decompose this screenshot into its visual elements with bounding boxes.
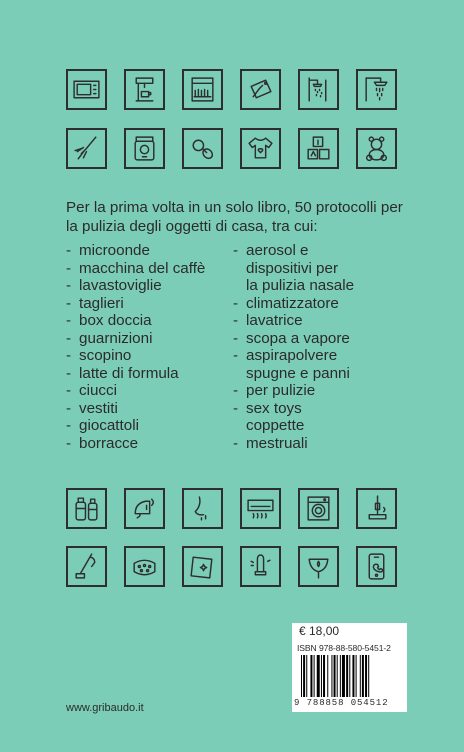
barcode-bar: [340, 655, 341, 697]
list-item-label: taglieri: [79, 294, 124, 312]
list-item: [66, 260, 205, 278]
list-dash: [233, 277, 246, 295]
list-item-label: ciucci: [79, 382, 117, 399]
barcode-bar: [368, 655, 369, 697]
list-dash: -: [66, 294, 72, 312]
list-item-label: macchina del caffè: [79, 259, 206, 277]
baby-formula-icon: [124, 128, 165, 169]
teddy-bear-icon: [356, 128, 397, 169]
cutting-board-icon: [240, 69, 281, 110]
list-item: [66, 435, 205, 453]
barcode-bar: [352, 655, 354, 697]
ean-number: 9 788858 054512: [294, 698, 389, 708]
barcode-bar: [314, 655, 315, 697]
list-item: [233, 260, 354, 278]
list-dash: -: [233, 294, 239, 312]
pacifier-icon: [182, 128, 223, 169]
list-item-label: vestiti: [79, 399, 118, 417]
barcode-bar: [334, 655, 336, 697]
list-item: [233, 382, 354, 400]
cloth-icon: [182, 546, 223, 587]
list-item: [66, 277, 205, 295]
barcode-bar: [356, 655, 357, 697]
list-item: [233, 295, 354, 313]
list-dash: -: [66, 259, 72, 277]
sex-toy-icon: [240, 546, 281, 587]
isbn-text: ISBN 978-88-580-5451-2: [297, 643, 391, 653]
list-dash: -: [66, 434, 72, 452]
list-item-label: microonde: [79, 242, 150, 259]
list-item-label: coppette: [246, 417, 305, 434]
barcode-bar: [337, 655, 338, 697]
list-dash: -: [233, 382, 239, 399]
barcode-bar: [303, 655, 305, 697]
list-item-label: scopino: [79, 347, 132, 364]
list-dash: -: [66, 329, 72, 347]
shower-icon: [298, 69, 339, 110]
list-item-label: spugne e panni: [246, 364, 350, 382]
list-dash: -: [233, 399, 239, 417]
list-dash: -: [233, 434, 239, 452]
list-item: [66, 365, 205, 383]
barcode-bar: [331, 655, 332, 697]
shower-head-icon: [356, 69, 397, 110]
icon-row-mid: [66, 128, 397, 169]
phone-icon: [356, 546, 397, 587]
list-item-label: scopa a vapore: [246, 329, 350, 347]
list-item: [233, 417, 354, 435]
washing-machine-icon: [298, 488, 339, 529]
list-item: [233, 312, 354, 330]
price-label: [292, 623, 407, 640]
barcode-bar: [327, 655, 328, 697]
nose-icon: [182, 488, 223, 529]
list-dash: -: [233, 242, 239, 259]
list-dash: -: [66, 277, 72, 294]
list-dash: [233, 417, 246, 435]
list-item-label: lavastoviglie: [79, 277, 162, 294]
list-dash: [233, 260, 246, 278]
list-dash: -: [233, 312, 239, 329]
list-item: [66, 347, 205, 365]
list-item: [66, 295, 205, 313]
barcode-bar: [360, 655, 361, 697]
list-item-label: aerosol e: [246, 242, 309, 259]
list-item: [233, 330, 354, 348]
icon-row-top: [66, 69, 397, 110]
baby-onesie-icon: [240, 128, 281, 169]
list-item-label: per pulizie: [246, 382, 316, 399]
barcode-bar: [310, 655, 312, 697]
vacuum-icon: [66, 546, 107, 587]
list-dash: -: [66, 417, 72, 434]
icon-row-bottom-1: [66, 488, 397, 529]
barcode-bar: [342, 655, 345, 697]
list-item: [233, 242, 354, 260]
list-item: [66, 400, 205, 418]
barcode-box: [292, 640, 407, 712]
list-item-label: mestruali: [246, 434, 308, 452]
list-item: [233, 365, 354, 383]
list-item-label: giocattoli: [79, 417, 139, 434]
barcode-bar: [317, 655, 320, 697]
toilet-brush-icon: [66, 128, 107, 169]
barcode-bars: [301, 655, 403, 697]
cleaning-list-right: [233, 242, 354, 452]
barcode-bar: [301, 655, 302, 697]
list-item-label: lavatrice: [246, 312, 303, 329]
list-dash: -: [233, 347, 239, 364]
list-dash: -: [66, 242, 72, 259]
cleaning-list-left: [66, 242, 205, 452]
list-item-label: la pulizia nasale: [246, 277, 355, 294]
list-dash: -: [66, 347, 72, 364]
price-value: € 18,00: [299, 624, 340, 638]
list-item: [233, 347, 354, 365]
list-item: [66, 242, 205, 260]
barcode-bar: [365, 655, 367, 697]
coffee-machine-icon: [124, 69, 165, 110]
list-item-label: climatizzatore: [246, 294, 339, 312]
list-dash: -: [66, 312, 72, 329]
publisher-website: www.gribaudo.it: [66, 702, 144, 714]
barcode-bar: [321, 655, 322, 697]
list-item-label: dispositivi per: [246, 259, 339, 277]
intro-text: Per la prima volta in un solo libro, 50 protocolli per la pulizia degli oggetti di casa, tra cui:: [66, 199, 403, 235]
barcode-bar: [349, 655, 350, 697]
dishwasher-icon: [182, 69, 223, 110]
steam-iron-icon: [124, 488, 165, 529]
list-dash: -: [66, 399, 72, 417]
list-item: [233, 277, 354, 295]
icon-row-bottom-2: [66, 546, 397, 587]
toy-blocks-icon: [298, 128, 339, 169]
list-item: [66, 382, 205, 400]
list-item-label: box doccia: [79, 312, 152, 329]
list-item-label: sex toys: [246, 399, 302, 417]
air-conditioner-icon: [240, 488, 281, 529]
barcode-bar: [323, 655, 325, 697]
list-item-label: borracce: [79, 434, 139, 452]
list-dash: -: [233, 329, 239, 347]
bottles-icon: [66, 488, 107, 529]
list-dash: -: [66, 382, 72, 399]
list-item-label: guarnizioni: [79, 329, 153, 347]
list-item: [233, 435, 354, 453]
sponge-icon: [124, 546, 165, 587]
menstrual-cup-icon: [298, 546, 339, 587]
list-item: [66, 417, 205, 435]
list-item-label: aspirapolvere: [246, 347, 338, 364]
microwave-icon: [66, 69, 107, 110]
barcode-bar: [346, 655, 348, 697]
list-dash: -: [66, 364, 72, 382]
list-item: [233, 400, 354, 418]
steam-mop-icon: [356, 488, 397, 529]
list-item-label: latte di formula: [79, 364, 179, 382]
barcode-bar: [362, 655, 364, 697]
list-item: [66, 330, 205, 348]
barcode-bar: [306, 655, 307, 697]
list-dash: [233, 365, 246, 383]
list-item: [66, 312, 205, 330]
